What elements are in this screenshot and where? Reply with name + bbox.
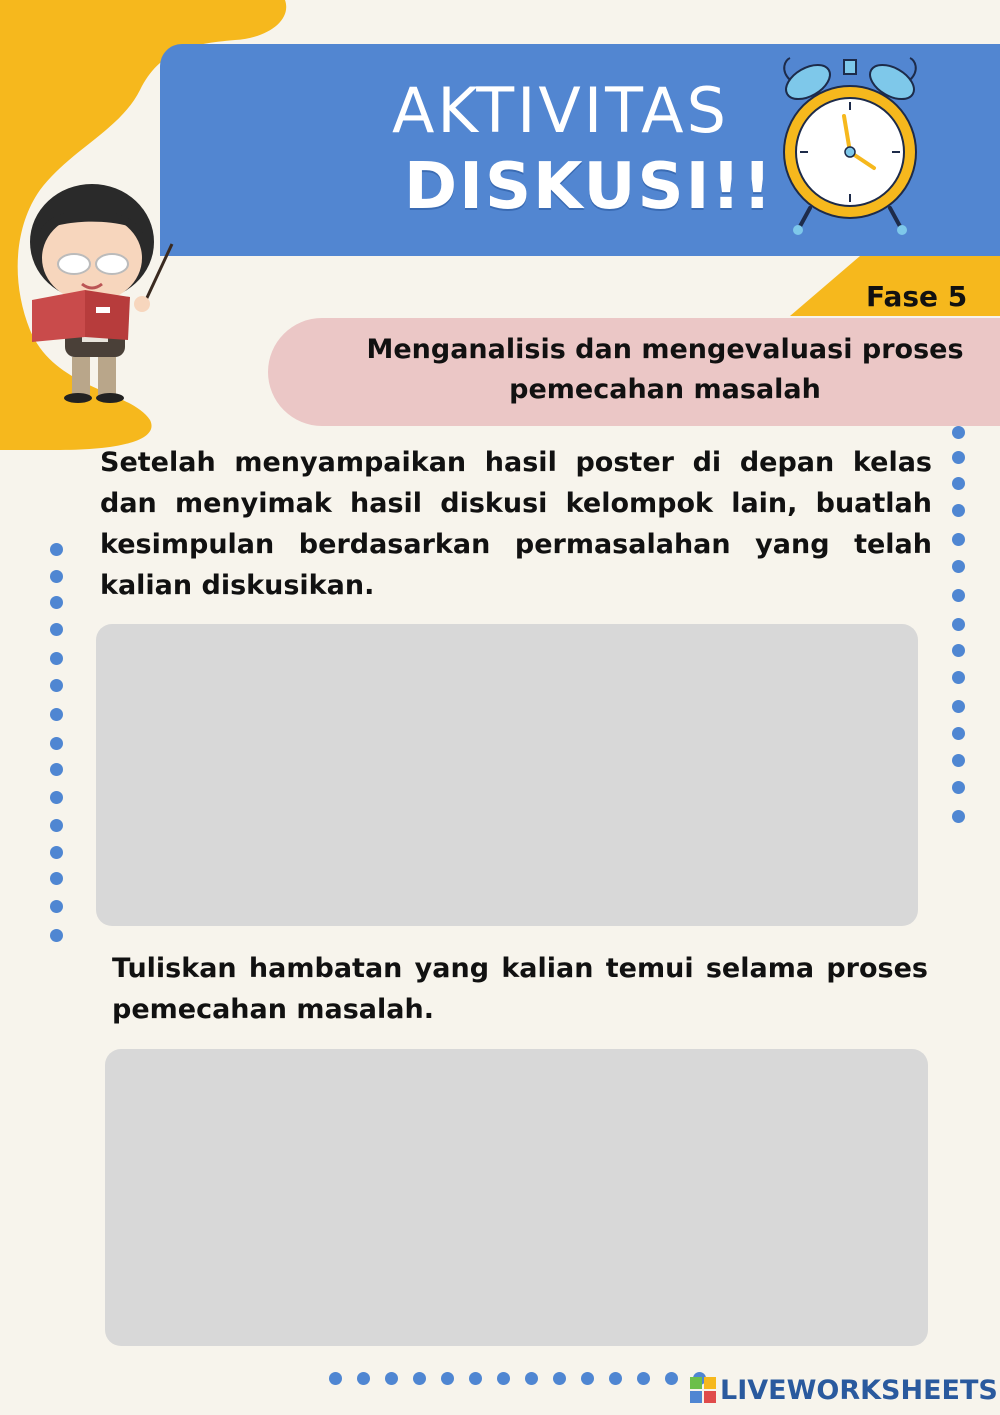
answer-box-1[interactable]	[96, 624, 918, 926]
liveworksheets-logo-icon	[690, 1377, 716, 1403]
decorative-dot	[952, 727, 965, 740]
decorative-dot	[952, 451, 965, 464]
question-2-text: Tuliskan hambatan yang kalian temui selama proses pemecahan masalah.	[112, 953, 928, 1025]
decorative-dot	[50, 819, 63, 832]
decorative-dot	[50, 679, 63, 692]
decorative-dot	[357, 1372, 370, 1385]
decorative-dot	[581, 1372, 594, 1385]
decorative-dot	[50, 708, 63, 721]
decorative-dot	[952, 810, 965, 823]
alarm-clock-icon	[760, 40, 940, 240]
decorative-dot	[952, 504, 965, 517]
decorative-dot	[50, 652, 63, 665]
decorative-dot	[553, 1372, 566, 1385]
decorative-dot	[413, 1372, 426, 1385]
decorative-dot	[952, 618, 965, 631]
decorative-dot	[952, 589, 965, 602]
answer-box-2[interactable]	[105, 1049, 928, 1346]
decorative-dot	[50, 763, 63, 776]
decorative-dot	[952, 426, 965, 439]
decorative-dot	[50, 900, 63, 913]
decorative-dot	[637, 1372, 650, 1385]
phase-description: Menganalisis dan mengevaluasi proses pemecahan masalah	[366, 334, 964, 405]
footer-brand-text: LIVEWORKSHEETS	[720, 1374, 998, 1406]
footer-brand	[690, 1370, 998, 1410]
decorative-dot	[329, 1372, 342, 1385]
title-line-1: AKTIVITAS	[392, 74, 729, 147]
decorative-dot	[525, 1372, 538, 1385]
decorative-dot	[50, 596, 63, 609]
decorative-dot	[952, 754, 965, 767]
decorative-dot	[952, 477, 965, 490]
decorative-dot	[441, 1372, 454, 1385]
phase-label: Fase 5	[866, 280, 968, 313]
decorative-dot	[50, 570, 63, 583]
decorative-dot	[50, 872, 63, 885]
decorative-dot	[952, 671, 965, 684]
decorative-dot	[952, 781, 965, 794]
decorative-dot	[497, 1372, 510, 1385]
decorative-dot	[385, 1372, 398, 1385]
decorative-dot	[952, 560, 965, 573]
question-1-text: Setelah menyampaikan hasil poster di depan kelas dan menyimak hasil diskusi kelompok lain, buatlah kesimpulan berdasarkan permasalahan yang telah kalian diskusikan.	[100, 447, 932, 601]
decorative-dot	[469, 1372, 482, 1385]
decorative-dot	[50, 737, 63, 750]
decorative-dot	[50, 791, 63, 804]
decorative-dot	[952, 644, 965, 657]
decorative-dot	[665, 1372, 678, 1385]
decorative-dot	[50, 846, 63, 859]
title-line-2: DISKUSI!!	[404, 150, 774, 224]
teacher-illustration	[10, 172, 185, 407]
decorative-dot	[952, 533, 965, 546]
decorative-dot	[50, 929, 63, 942]
decorative-dot	[952, 700, 965, 713]
decorative-dot	[50, 543, 63, 556]
decorative-dot	[609, 1372, 622, 1385]
decorative-dot	[50, 623, 63, 636]
